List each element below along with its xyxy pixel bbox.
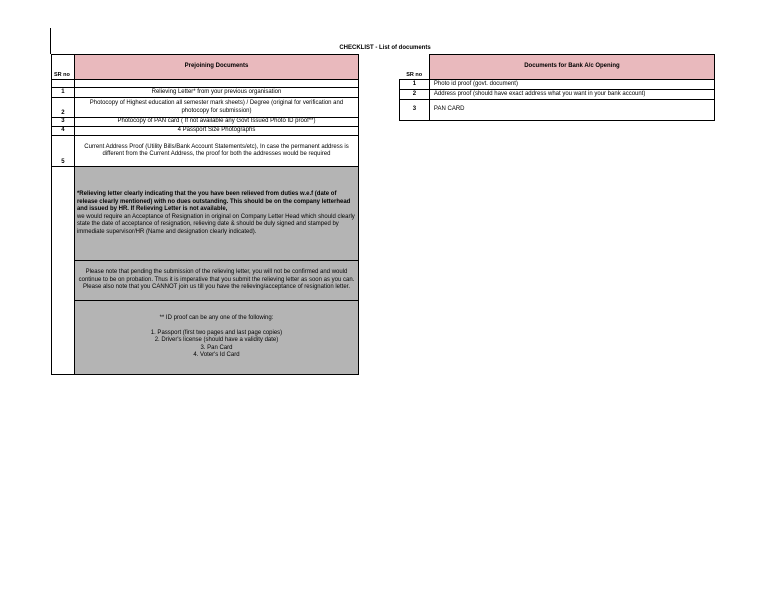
- page-title: CHECKLIST - List of documents: [339, 45, 431, 51]
- table-row: [52, 127, 359, 136]
- blank-cell: [52, 167, 75, 375]
- sr-number: 2: [400, 90, 430, 100]
- document-item: Photocopy of Highest education all semester mark sheets) / Degree (original for verification and photocopy for submission): [74, 98, 358, 118]
- sr-number: 1: [400, 80, 430, 90]
- relieving-note-regular: we would require an Acceptance of Resignation in original on Company Letter Head which should clearly state the date of acceptance of resignation, relieving date & should be duly signed and stamped by immediate supervisor/HR (Name and designation clearly indicated).: [76, 213, 355, 235]
- document-item: Address proof (should have exact address what you want in your bank account): [429, 90, 714, 100]
- table-row: [52, 118, 359, 127]
- column-rule: [50, 28, 51, 54]
- document-item: PAN CARD: [429, 100, 714, 121]
- table-row: [400, 100, 715, 121]
- prejoining-header: Prejoining Documents: [74, 55, 358, 80]
- sr-number: 4: [52, 127, 75, 136]
- sr-no-header: SR no: [400, 55, 430, 80]
- prejoining-documents-table: [51, 54, 359, 375]
- sr-number: 5: [52, 136, 75, 167]
- document-item: 4 Passport Size Photographs: [74, 127, 358, 136]
- bank-account-documents-table: [399, 54, 715, 121]
- sr-number: 1: [52, 88, 75, 98]
- sr-number: 3: [52, 118, 75, 127]
- relieving-letter-note: [74, 167, 358, 261]
- spacer-row: [52, 80, 359, 88]
- id-proof-intro: ** ID proof can be any one of the following:: [159, 315, 274, 322]
- sr-number: 3: [400, 100, 430, 121]
- document-item: Current Address Proof (Utility Bills/Bank Account Statements/etc), In case the permanent address is different from the Current Address, the proof for both the addresses would be required: [74, 136, 358, 167]
- table-row: [52, 136, 359, 167]
- table-row: [52, 98, 359, 118]
- document-item: Photocopy of PAN card ( If not available any Govt Issued Photo ID proof**): [74, 118, 358, 127]
- table-row: [52, 88, 359, 98]
- pending-relieving-note: Please note that pending the submission of the relieving letter, you will not be confirmed and would continue to be on probation. Thus it is imperative that you submit the relieving letter as soon as you can. Please also note that you CANNOT join us till you have the relieving/acceptance of resignation letter.: [74, 261, 358, 301]
- id-proof-note: [74, 301, 358, 375]
- table-row: [400, 80, 715, 90]
- bank-docs-header: Documents for Bank A/c Opening: [429, 55, 714, 80]
- relieving-note-bold: *Relieving letter clearly indicating that the you have been relieved from duties w.e.f (date of release clearly mentioned) with no dues outstanding. This should be on the company letterhead and issued by HR. If Relieving Letter is not available,: [76, 191, 351, 212]
- document-item: Relieving Letter* from your previous organisation: [74, 88, 358, 98]
- id-proof-item: 2. Driver's license (should have a validity date): [154, 337, 279, 344]
- table-row: [400, 90, 715, 100]
- document-item: Photo id proof (govt. document): [429, 80, 714, 90]
- id-proof-item: 4. Voter's Id Card: [193, 352, 240, 359]
- id-proof-item: 3. Pan Card: [200, 344, 233, 351]
- id-proof-item: 1. Passport (first two pages and last page copies): [150, 329, 283, 336]
- sr-no-header: SR no: [52, 55, 75, 80]
- sr-number: 2: [52, 98, 75, 118]
